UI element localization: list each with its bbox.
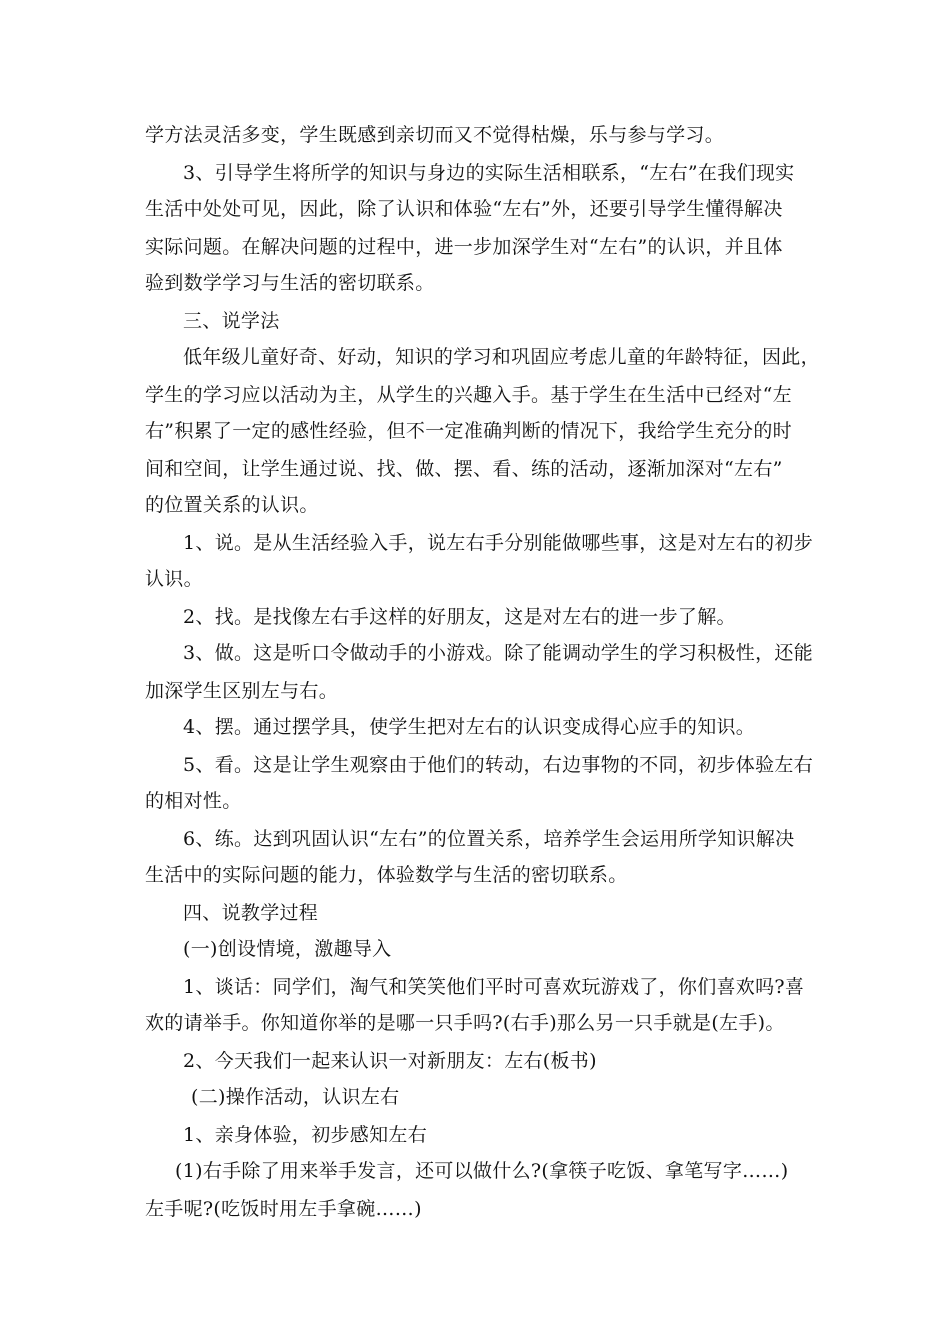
text-line: 1、谈话：同学们，淘气和笑笑他们平时可喜欢玩游戏了，你们喜欢吗?喜 bbox=[183, 976, 805, 998]
text-line: 生活中的实际问题的能力，体验数学与生活的密切联系。 bbox=[145, 864, 628, 886]
text-line: 欢的请举手。你知道你举的是哪一只手吗?(右手)那么另一只手就是(左手)。 bbox=[145, 1012, 785, 1034]
text-line: 1、亲身体验，初步感知左右 bbox=[183, 1124, 427, 1146]
text-line: 实际问题。在解决问题的过程中，进一步加深学生对“左右”的认识，并且体 bbox=[145, 236, 783, 258]
text-line: 的相对性。 bbox=[145, 790, 242, 812]
text-line: 间和空间，让学生通过说、找、做、摆、看、练的活动，逐渐加深对“左右” bbox=[145, 458, 783, 480]
text-line: 的位置关系的认识。 bbox=[145, 494, 319, 516]
section-heading: 四、说教学过程 bbox=[183, 902, 319, 924]
text-line: 5、看。这是让学生观察由于他们的转动，右边事物的不同，初步体验左右 bbox=[183, 754, 813, 776]
text-line: 2、找。是找像左右手这样的好朋友，这是对左右的进一步了解。 bbox=[183, 606, 736, 628]
text-line: (1)右手除了用来举手发言，还可以做什么?(拿筷子吃饭、拿笔写字……) bbox=[175, 1160, 789, 1182]
text-line: 4、摆。通过摆学具，使学生把对左右的认识变成得心应手的知识。 bbox=[183, 716, 756, 738]
text-line: 3、做。这是听口令做动手的小游戏。除了能调动学生的学习积极性，还能 bbox=[183, 642, 813, 664]
text-line: 加深学生区别左与右。 bbox=[145, 680, 339, 702]
text-line: 1、说。是从生活经验入手，说左右手分别能做哪些事，这是对左右的初步 bbox=[183, 532, 813, 554]
text-line: 右”积累了一定的感性经验，但不一定准确判断的情况下，我给学生充分的时 bbox=[145, 420, 792, 442]
text-line: 3、引导学生将所学的知识与身边的实际生活相联系，“左右”在我们现实 bbox=[183, 162, 795, 184]
section-heading: 三、说学法 bbox=[183, 310, 280, 332]
text-line: 2、今天我们一起来认识一对新朋友：左右(板书) bbox=[183, 1050, 597, 1072]
text-line: 学生的学习应以活动为主，从学生的兴趣入手。基于学生在生活中已经对“左 bbox=[145, 384, 792, 406]
text-line: 左手呢?(吃饭时用左手拿碗……) bbox=[145, 1198, 422, 1220]
text-line: 生活中处处可见，因此，除了认识和体验“左右”外，还要引导学生懂得解决 bbox=[145, 198, 783, 220]
text-line: 6、练。达到巩固认识“左右”的位置关系，培养学生会运用所学知识解决 bbox=[183, 828, 795, 850]
text-line: 学方法灵活多变，学生既感到亲切而又不觉得枯燥，乐与参与学习。 bbox=[145, 124, 725, 146]
subsection-heading: (二)操作活动，认识左右 bbox=[191, 1086, 400, 1108]
text-line: 认识。 bbox=[145, 568, 203, 590]
subsection-heading: (一)创设情境，激趣导入 bbox=[183, 938, 392, 960]
text-line: 低年级儿童好奇、好动，知识的学习和巩固应考虑儿童的年龄特征，因此， bbox=[183, 346, 820, 368]
text-line: 验到数学学习与生活的密切联系。 bbox=[145, 272, 435, 294]
